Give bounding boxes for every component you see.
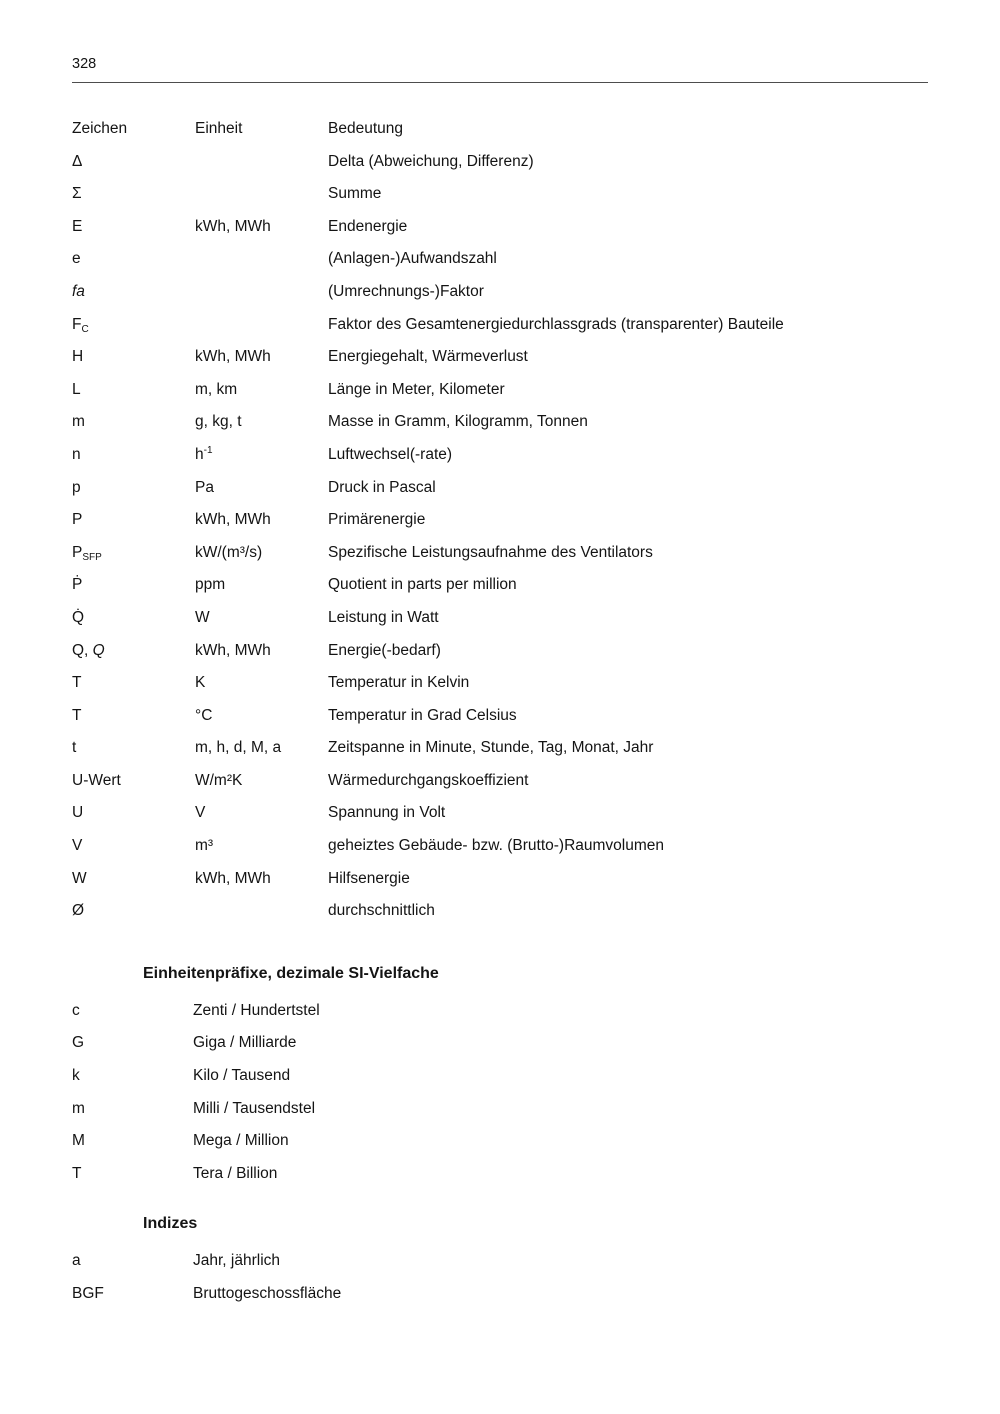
symbol-cell-zeichen: W [72, 869, 87, 887]
symbol-cell-bedeutung: Faktor des Gesamtenergiedurchlassgrads (transparenter) Bauteile [328, 315, 784, 333]
symbol-cell-einheit: $h^{-1}$ [195, 444, 213, 463]
symbol-cell-zeichen: $P_{SFP}$ [72, 543, 102, 563]
symbol-cell-einheit: g, kg, t [195, 413, 242, 431]
symbol-row [72, 895, 928, 928]
symbol-cell-bedeutung: Länge in Meter, Kilometer [328, 380, 505, 398]
symbol-row [72, 569, 928, 602]
header-rule [72, 82, 928, 83]
symbol-row [72, 276, 928, 309]
prefix-cell-bedeutung: Zenti / Hundertstel [193, 1001, 320, 1019]
index-cell-bedeutung: Jahr, jährlich [193, 1252, 281, 1270]
symbol-row [72, 341, 928, 374]
symbol-row [72, 537, 928, 570]
symbol-cell-einheit: W/m²K [195, 771, 243, 789]
symbol-cell-bedeutung: Endenergie [328, 217, 408, 235]
prefix-cell-zeichen: T [72, 1164, 82, 1182]
symbol-cell-einheit [195, 895, 328, 928]
prefix-row [72, 1125, 928, 1158]
symbol-cell-zeichen: p [72, 478, 81, 496]
symbol-row [72, 211, 928, 244]
symbol-cell-zeichen: E [72, 217, 83, 235]
index-cell-zeichen: a [72, 1252, 81, 1270]
symbol-row [72, 504, 928, 537]
prefix-cell-zeichen: G [72, 1034, 85, 1052]
symbol-cell-bedeutung: Luftwechsel(-rate) [328, 445, 453, 463]
symbol-cell-einheit: kWh, MWh [195, 348, 271, 366]
symbol-row [72, 602, 928, 635]
symbol-cell-einheit [195, 178, 328, 211]
symbol-cell-zeichen: $F_C$ [72, 315, 89, 335]
symbol-cell-zeichen: e [72, 250, 81, 268]
symbol-cell-zeichen: H [72, 348, 84, 366]
symbol-cell-einheit: K [195, 674, 206, 692]
symbol-cell-zeichen: L [72, 380, 81, 398]
symbol-cell-bedeutung: Temperatur in Grad Celsius [328, 706, 517, 724]
prefix-row [72, 1060, 928, 1093]
symbol-cell-bedeutung: Quotient in parts per million [328, 576, 517, 594]
symbol-cell-bedeutung: Delta (Abweichung, Differenz) [328, 152, 534, 170]
index-cell-zeichen: BGF [72, 1285, 104, 1302]
symbol-cell-einheit: V [195, 804, 206, 822]
index-row [72, 1278, 928, 1311]
symbol-cell-bedeutung: Leistung in Watt [328, 608, 439, 626]
symbol-row [72, 374, 928, 407]
symbol-cell-zeichen: n [72, 445, 81, 463]
symbol-cell-zeichen: m [72, 413, 85, 431]
indices-table [72, 1245, 928, 1310]
symbol-row [72, 146, 928, 179]
symbol-cell-einheit: m, h, d, M, a [195, 739, 282, 757]
symbol-cell-zeichen: V [72, 837, 83, 855]
prefix-row [72, 1158, 928, 1191]
symbol-row [72, 406, 928, 439]
symbol-cell-zeichen: Δ [72, 152, 83, 170]
symbol-cell-einheit [195, 243, 328, 276]
symbol-cell-bedeutung: Spezifische Leistungsaufnahme des Ventilators [328, 543, 653, 561]
symbol-cell-einheit [195, 146, 328, 179]
symbol-cell-zeichen: T [72, 674, 82, 692]
symbol-cell-einheit: Pa [195, 478, 214, 496]
symbol-row [72, 732, 928, 765]
prefix-cell-bedeutung: Milli / Tausendstel [193, 1099, 316, 1117]
symbol-row [72, 700, 928, 733]
symbol-row [72, 830, 928, 863]
symbol-row [72, 667, 928, 700]
index-cell-bedeutung: Bruttogeschossfläche [193, 1285, 342, 1302]
symbol-cell-bedeutung: Summe [328, 185, 382, 203]
symbols-header-cell-einheit: Einheit [195, 120, 243, 137]
symbol-cell-zeichen: Σ [72, 185, 82, 203]
symbols-table [72, 113, 928, 928]
symbol-row [72, 472, 928, 505]
prefix-cell-bedeutung: Mega / Million [193, 1132, 289, 1150]
symbol-cell-bedeutung: durchschnittlich [328, 902, 435, 920]
symbol-cell-bedeutung: Spannung in Volt [328, 804, 446, 822]
symbol-row [72, 439, 928, 472]
symbol-cell-zeichen: Ø [72, 902, 85, 920]
symbol-cell-bedeutung: geheiztes Gebäude- bzw. (Brutto-)Raumvolumen [328, 837, 664, 855]
symbol-cell-zeichen: Ṗ [72, 576, 83, 594]
prefix-row [72, 1027, 928, 1060]
symbol-cell-zeichen: T [72, 706, 82, 724]
symbol-cell-zeichen: P [72, 511, 83, 529]
symbol-cell-bedeutung: Energie(-bedarf) [328, 641, 441, 659]
symbol-cell-einheit: m, km [195, 380, 238, 398]
symbol-cell-zeichen: Q̇ [72, 608, 85, 626]
symbol-cell-bedeutung: Masse in Gramm, Kilogramm, Tonnen [328, 413, 588, 431]
symbol-cell-einheit: kWh, MWh [195, 641, 271, 659]
prefix-cell-zeichen: k [72, 1067, 80, 1085]
symbol-cell-einheit: °C [195, 706, 213, 724]
symbol-cell-einheit [195, 276, 328, 309]
symbols-header-cell-zeichen: Zeichen [72, 120, 128, 137]
prefix-cell-zeichen: m [72, 1099, 85, 1117]
symbol-cell-einheit: m³ [195, 837, 214, 855]
prefix-cell-bedeutung: Giga / Milliarde [193, 1034, 297, 1052]
symbol-row [72, 797, 928, 830]
symbol-cell-zeichen: U [72, 804, 84, 822]
symbol-cell-bedeutung: Primärenergie [328, 511, 426, 529]
symbol-cell-zeichen: U-Wert [72, 771, 121, 789]
symbols-header-cell-bedeutung: Bedeutung [328, 120, 403, 137]
symbol-row [72, 863, 928, 896]
prefix-cell-bedeutung: Kilo / Tausend [193, 1067, 291, 1085]
symbol-cell-einheit [195, 309, 328, 342]
symbol-row [72, 635, 928, 668]
prefix-cell-zeichen: M [72, 1132, 85, 1150]
prefixes-table [72, 995, 928, 1191]
symbol-row [72, 765, 928, 798]
symbol-row [72, 243, 928, 276]
symbol-row [72, 309, 928, 342]
symbol-cell-zeichen: Q, Q [72, 641, 105, 659]
symbol-cell-einheit: kWh, MWh [195, 511, 271, 529]
symbol-cell-bedeutung: Druck in Pascal [328, 478, 436, 496]
prefix-cell-bedeutung: Tera / Billion [193, 1164, 278, 1182]
prefixes-heading: Einheitenpräfixe, dezimale SI-Vielfache [143, 964, 439, 982]
symbol-row [72, 178, 928, 211]
symbol-cell-bedeutung: (Umrechnungs-)Faktor [328, 282, 484, 300]
symbol-cell-bedeutung: Wärmedurchgangskoeffizient [328, 771, 529, 789]
prefix-row [72, 995, 928, 1028]
symbol-cell-bedeutung: Energiegehalt, Wärmeverlust [328, 348, 528, 366]
prefix-cell-zeichen: c [72, 1001, 80, 1019]
symbol-cell-bedeutung: Temperatur in Kelvin [328, 674, 470, 692]
symbol-cell-zeichen: t [72, 739, 77, 757]
symbol-cell-einheit: W [195, 608, 210, 626]
symbol-cell-einheit: ppm [195, 576, 226, 594]
prefix-row [72, 1093, 928, 1126]
indices-heading: Indizes [143, 1215, 198, 1233]
symbol-cell-einheit: kWh, MWh [195, 217, 271, 235]
page-number: 328 [72, 56, 97, 72]
symbol-cell-zeichen: fa [72, 282, 85, 300]
symbol-cell-bedeutung: (Anlagen-)Aufwandszahl [328, 250, 497, 268]
symbols-header-row [72, 113, 928, 146]
symbol-cell-bedeutung: Zeitspanne in Minute, Stunde, Tag, Monat, Jahr [328, 739, 654, 757]
index-row [72, 1245, 928, 1278]
symbol-cell-einheit: kWh, MWh [195, 869, 271, 887]
symbol-cell-bedeutung: Hilfsenergie [328, 869, 410, 887]
symbol-cell-einheit: kW/(m³/s) [195, 543, 263, 561]
